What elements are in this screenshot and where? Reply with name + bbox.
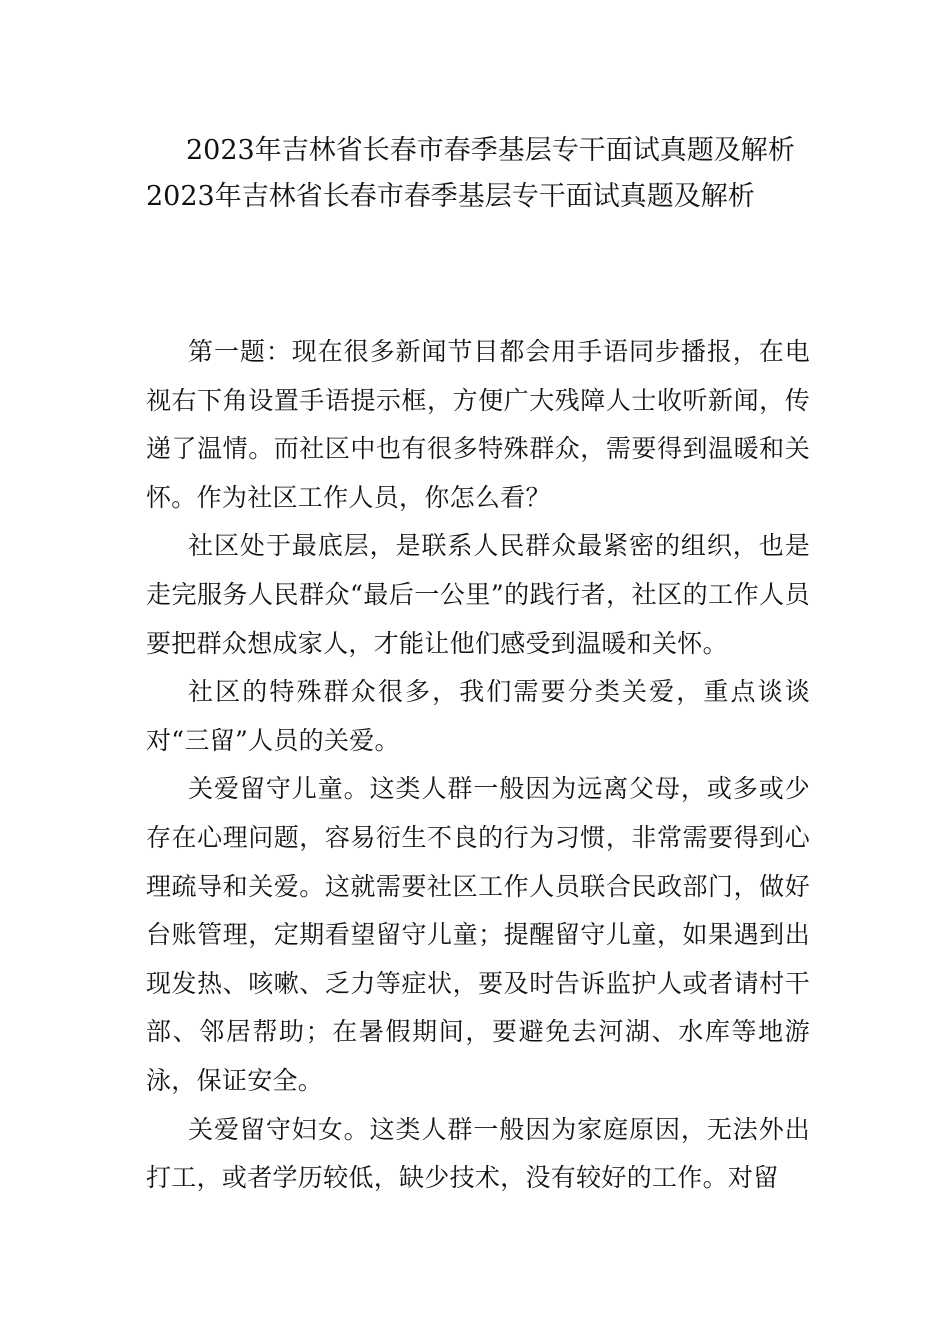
question-paragraph: 第一题：现在很多新闻节目都会用手语同步播报，在电视右下角设置手语提示框，方便广大残障人士收听新闻，传递了温情。而社区中也有很多特殊群众，需要得到温暖和关怀。作为社区工作人员，你怎么看？ <box>146 337 810 512</box>
answer-paragraph: 关爱留守儿童。这类人群一般因为远离父母，或多或少存在心理问题，容易衍生不良的行为习惯，非常需要得到心理疏导和关爱。这就需要社区工作人员联合民政部门，做好台账管理，定期看望留守儿童；提醒留守儿童，如果遇到出现发热、咳嗽、乏力等症状，要及时告诉监护人或者请村干部、邻居帮助；在暑假期间，要避免去河湖、水库等地游泳，保证安全。 <box>146 774 810 1095</box>
document-title-block <box>146 128 826 220</box>
answer-paragraph: 社区处于最底层，是联系人民群众最紧密的组织，也是走完服务人民群众“最后一公里”的践行者，社区的工作人员要把群众想成家人，才能让他们感受到温暖和关怀。 <box>146 531 810 658</box>
answer-paragraph: 关爱留守妇女。这类人群一般因为家庭原因，无法外出打工，或者学历较低，缺少技术，没有较好的工作。对留 <box>146 1114 810 1193</box>
document-title: 2023年吉林省长春市春季基层专干面试真题及解析 <box>186 135 795 166</box>
answer-paragraph: 社区的特殊群众很多，我们需要分类关爱，重点谈谈对“三留”人员的关爱。 <box>146 677 810 755</box>
document-body <box>146 328 810 1203</box>
document-title-repeat: 2023年吉林省长春市春季基层专干面试真题及解析 <box>146 181 755 212</box>
